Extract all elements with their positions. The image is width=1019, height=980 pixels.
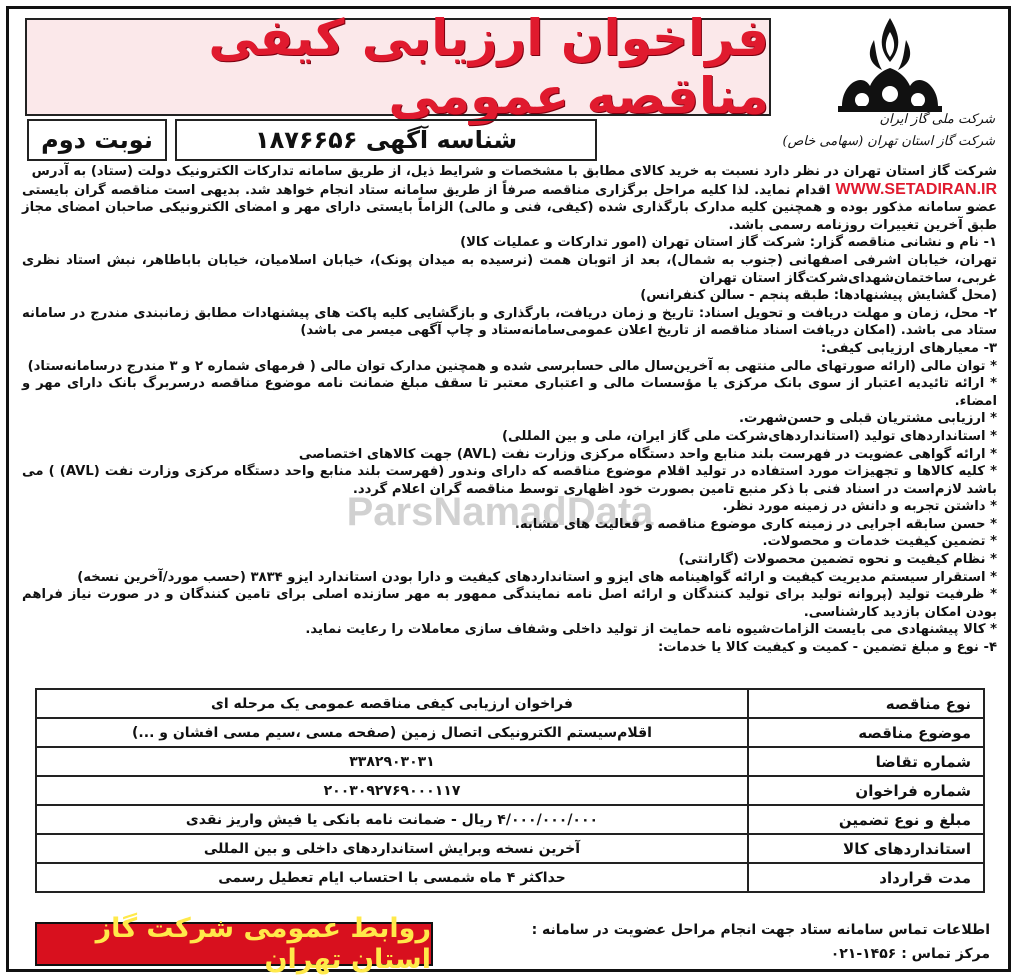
table-row (36, 747, 984, 776)
criteria-item: * استقرار سیستم مدیریت کیفیت و ارائه گواهینامه های ایزو و استانداردهای کیفیت و دارا بودن استاندارد ایزو ۳۸۳۴ (حسب مورد/آخرین نسخه) (77, 569, 997, 585)
criteria-item: * کالا پیشنهادی می بایست الزامات‌شیوه نامه حمایت از تولید داخلی و‌شفاف سازی معاملات را رعایت نماید. (305, 622, 997, 638)
intro-line2-text: اقدام نماید. لذا کلیه مراحل برگزاری مناقصه صرفاً از طریق سامانه ستاد انجام خواهد شد. بدیهی است مناقصه گران بایستی عضو سامانه مذکور بوده و همچنین کلیه مدارک بارگذاری شده (کیفی، فنی و مالی) الزاماً بایستی دارای مهر و امضای الکترونیکی صاحبان امضای مجاز طبق آخرین تغییرات روزنامه رسمی باشد. (22, 182, 997, 233)
criteria-item: * ارائه گواهی عضویت در فهرست بلند منابع واحد دستگاه مرکزی وزارت نفت (AVL) جهت کالاهای اختصاصی (298, 446, 997, 462)
criteria-item: * ارزیابی مشتریان قبلی و حسن‌شهرت. (739, 411, 997, 427)
section4-heading: ۴- نوع و مبلغ تضمین - کمیت و کیفیت کالا یا خدمات: (658, 640, 997, 656)
criteria-item: * تضمین کیفیت خدمات و محصولات. (762, 534, 997, 550)
section1-venue: (محل گشایش پیشنهادها: طبقه پنجم - سالن کنفرانس) (640, 288, 997, 304)
table-value: ۴/۰۰۰/۰۰۰/۰۰۰ ریال - ضمانت نامه بانکی یا فیش واریز نقدی (36, 805, 748, 834)
website-link[interactable]: WWW.SETADIRAN.IR (835, 180, 998, 198)
contact-line2: مرکز تماس : ۱۴۵۶-۰۲۱ (830, 946, 990, 962)
table-value: فراخوان ارزیابی کیفی مناقصه عمومی یک مرحله ای (36, 689, 748, 718)
table-row (36, 834, 984, 863)
table-key: موضوع مناقصه (748, 718, 984, 747)
contact-line1: اطلاعات تماس سامانه ستاد جهت انجام مراحل عضویت در سامانه : (531, 922, 990, 938)
section1-address: تهران، خیابان اشرفی اصفهانی (جنوب به شمال)، بعد از اتوبان همت (نرسیده به میدان پونک)، خیابان اسلامیان، خیابان باباطاهر، نبش استاد نظری غربی، ساختمان‌شهدای‌شرکت‌گاز استان تهران (22, 252, 997, 286)
table-value: ۳۳۸۲۹۰۳۰۳۱ (36, 747, 748, 776)
page-title: فراخوان ارزیابی کیفی مناقصه عمومی (208, 9, 769, 125)
round-badge: نوبت دوم (27, 119, 167, 161)
announcement-body (22, 163, 997, 657)
table-value: آخرین نسخه وبرایش استانداردهای داخلی و بین المللی (36, 834, 748, 863)
watermark: ParsNamadData (346, 490, 654, 534)
table-key: استانداردهای کالا (748, 834, 984, 863)
notice-id: شناسه آگهی ۱۸۷۶۶۵۶ (175, 119, 597, 161)
section1-heading: ۱- نام و نشانی مناقصه گزار: شرکت گاز استان تهران (امور تدارکات و عملیات کالا) (460, 235, 997, 251)
criteria-item: * داشتن تجربه و دانش در زمینه مورد نظر. (722, 499, 997, 515)
company-subtitle: شرکت گاز استان تهران (سهامی خاص) (782, 134, 995, 149)
public-relations-banner: روابط عمومی شرکت گاز استان تهران (35, 922, 433, 966)
company-name: شرکت ملی گاز ایران (879, 112, 995, 127)
criteria-item: * کلیه کالاها و تجهیزات مورد استفاده در تولید اقلام موضوع مناقصه که دارای وندور (فهرست بلند منابع واحد دستگاه مرکزی وزارت نفت (AVL) ) می باشد لازم‌است در اسناد فنی با ذکر منبع تامین بصورت خود اظهاری توسط مناقصه گران اعلام گردد. (22, 464, 997, 497)
criteria-item: * ارائه تائیدیه اعتبار از سوی بانک مرکزی یا مؤسسات مالی و اعتباری معتبر تا سقف مبلغ ضمانت نامه موضوع مناقصه درسربرگ بانک دارای مهر و امضاء. (22, 376, 997, 409)
table-row (36, 689, 984, 718)
table-row (36, 863, 984, 892)
section3-heading: ۳- معیارهای ارزیابی کیفی: (820, 340, 997, 356)
table-row (36, 776, 984, 805)
table-value: ۲۰۰۳۰۹۲۷۶۹۰۰۰۱۱۷ (36, 776, 748, 805)
table-key: شماره فراخوان (748, 776, 984, 805)
table-value: اقلام‌سیستم الکترونیکی اتصال زمین (صفحه مسی ،سیم مسی افشان و ...) (36, 718, 748, 747)
tender-info-table (35, 688, 985, 893)
table-key: نوع مناقصه (748, 689, 984, 718)
table-key: شماره تقاضا (748, 747, 984, 776)
intro-line1: شرکت گاز استان تهران در نظر دارد نسبت به خرید کالای مطابق با مشخصات و شرایط ذیل، از طریق سامانه تدارکات الکترونیک دولت (ستاد) به آدرس (31, 164, 997, 179)
table-value: حداکثر ۴ ماه شمسی با احتساب ایام تعطیل رسمی (36, 863, 748, 892)
table-key: مبلغ و نوع تضمین (748, 805, 984, 834)
contact-info (470, 918, 990, 966)
table-row (36, 805, 984, 834)
intro-line2 (22, 181, 997, 235)
table-row (36, 718, 984, 747)
criteria-item: * حسن سابقه اجرایی در زمینه کاری موضوع مناقصه و فعالیت های مشابه. (514, 516, 997, 532)
criteria-item: * نظام کیفیت و نحوه تضمین محصولات (گارانتی) (678, 552, 997, 568)
title-box (25, 9, 771, 125)
criteria-item: * توان مالی (ارائه صورتهای مالی منتهی به آخرین‌سال مالی حسابرسی شده و همچنین مدارک توان مالی ( فرمهای شماره ۲ و ۳ مندرج درسامانه‌ستاد) (27, 358, 997, 374)
table-key: مدت قرارداد (748, 863, 984, 892)
criteria-item: * ظرفیت تولید (پروانه تولید برای تولید کنندگان و ارائه اصل نامه نمایندگی ممهور به مهر سازنده اصلی برای تامین کنندگان و در صورت نیاز فراهم بودن امکان بازدید کارشناسی. (22, 587, 997, 620)
criteria-item: * استانداردهای تولید (استانداردهای‌شرکت ملی گاز ایران، ملی و بین المللی) (501, 428, 997, 444)
section2-text: ۲- محل، زمان و مهلت دریافت و تحویل اسناد: تاریخ و زمان دریافت، بارگذاری و بازگشایی کلیه پاکت های پیشنهادات مطابق زمانبندی مندرج در سامانه ستاد می باشد. (امکان دریافت اسناد مناقصه از تاریخ اعلان عمومی‌سامانه‌ستاد و چاپ آگهی میسر می باشد) (22, 305, 997, 339)
